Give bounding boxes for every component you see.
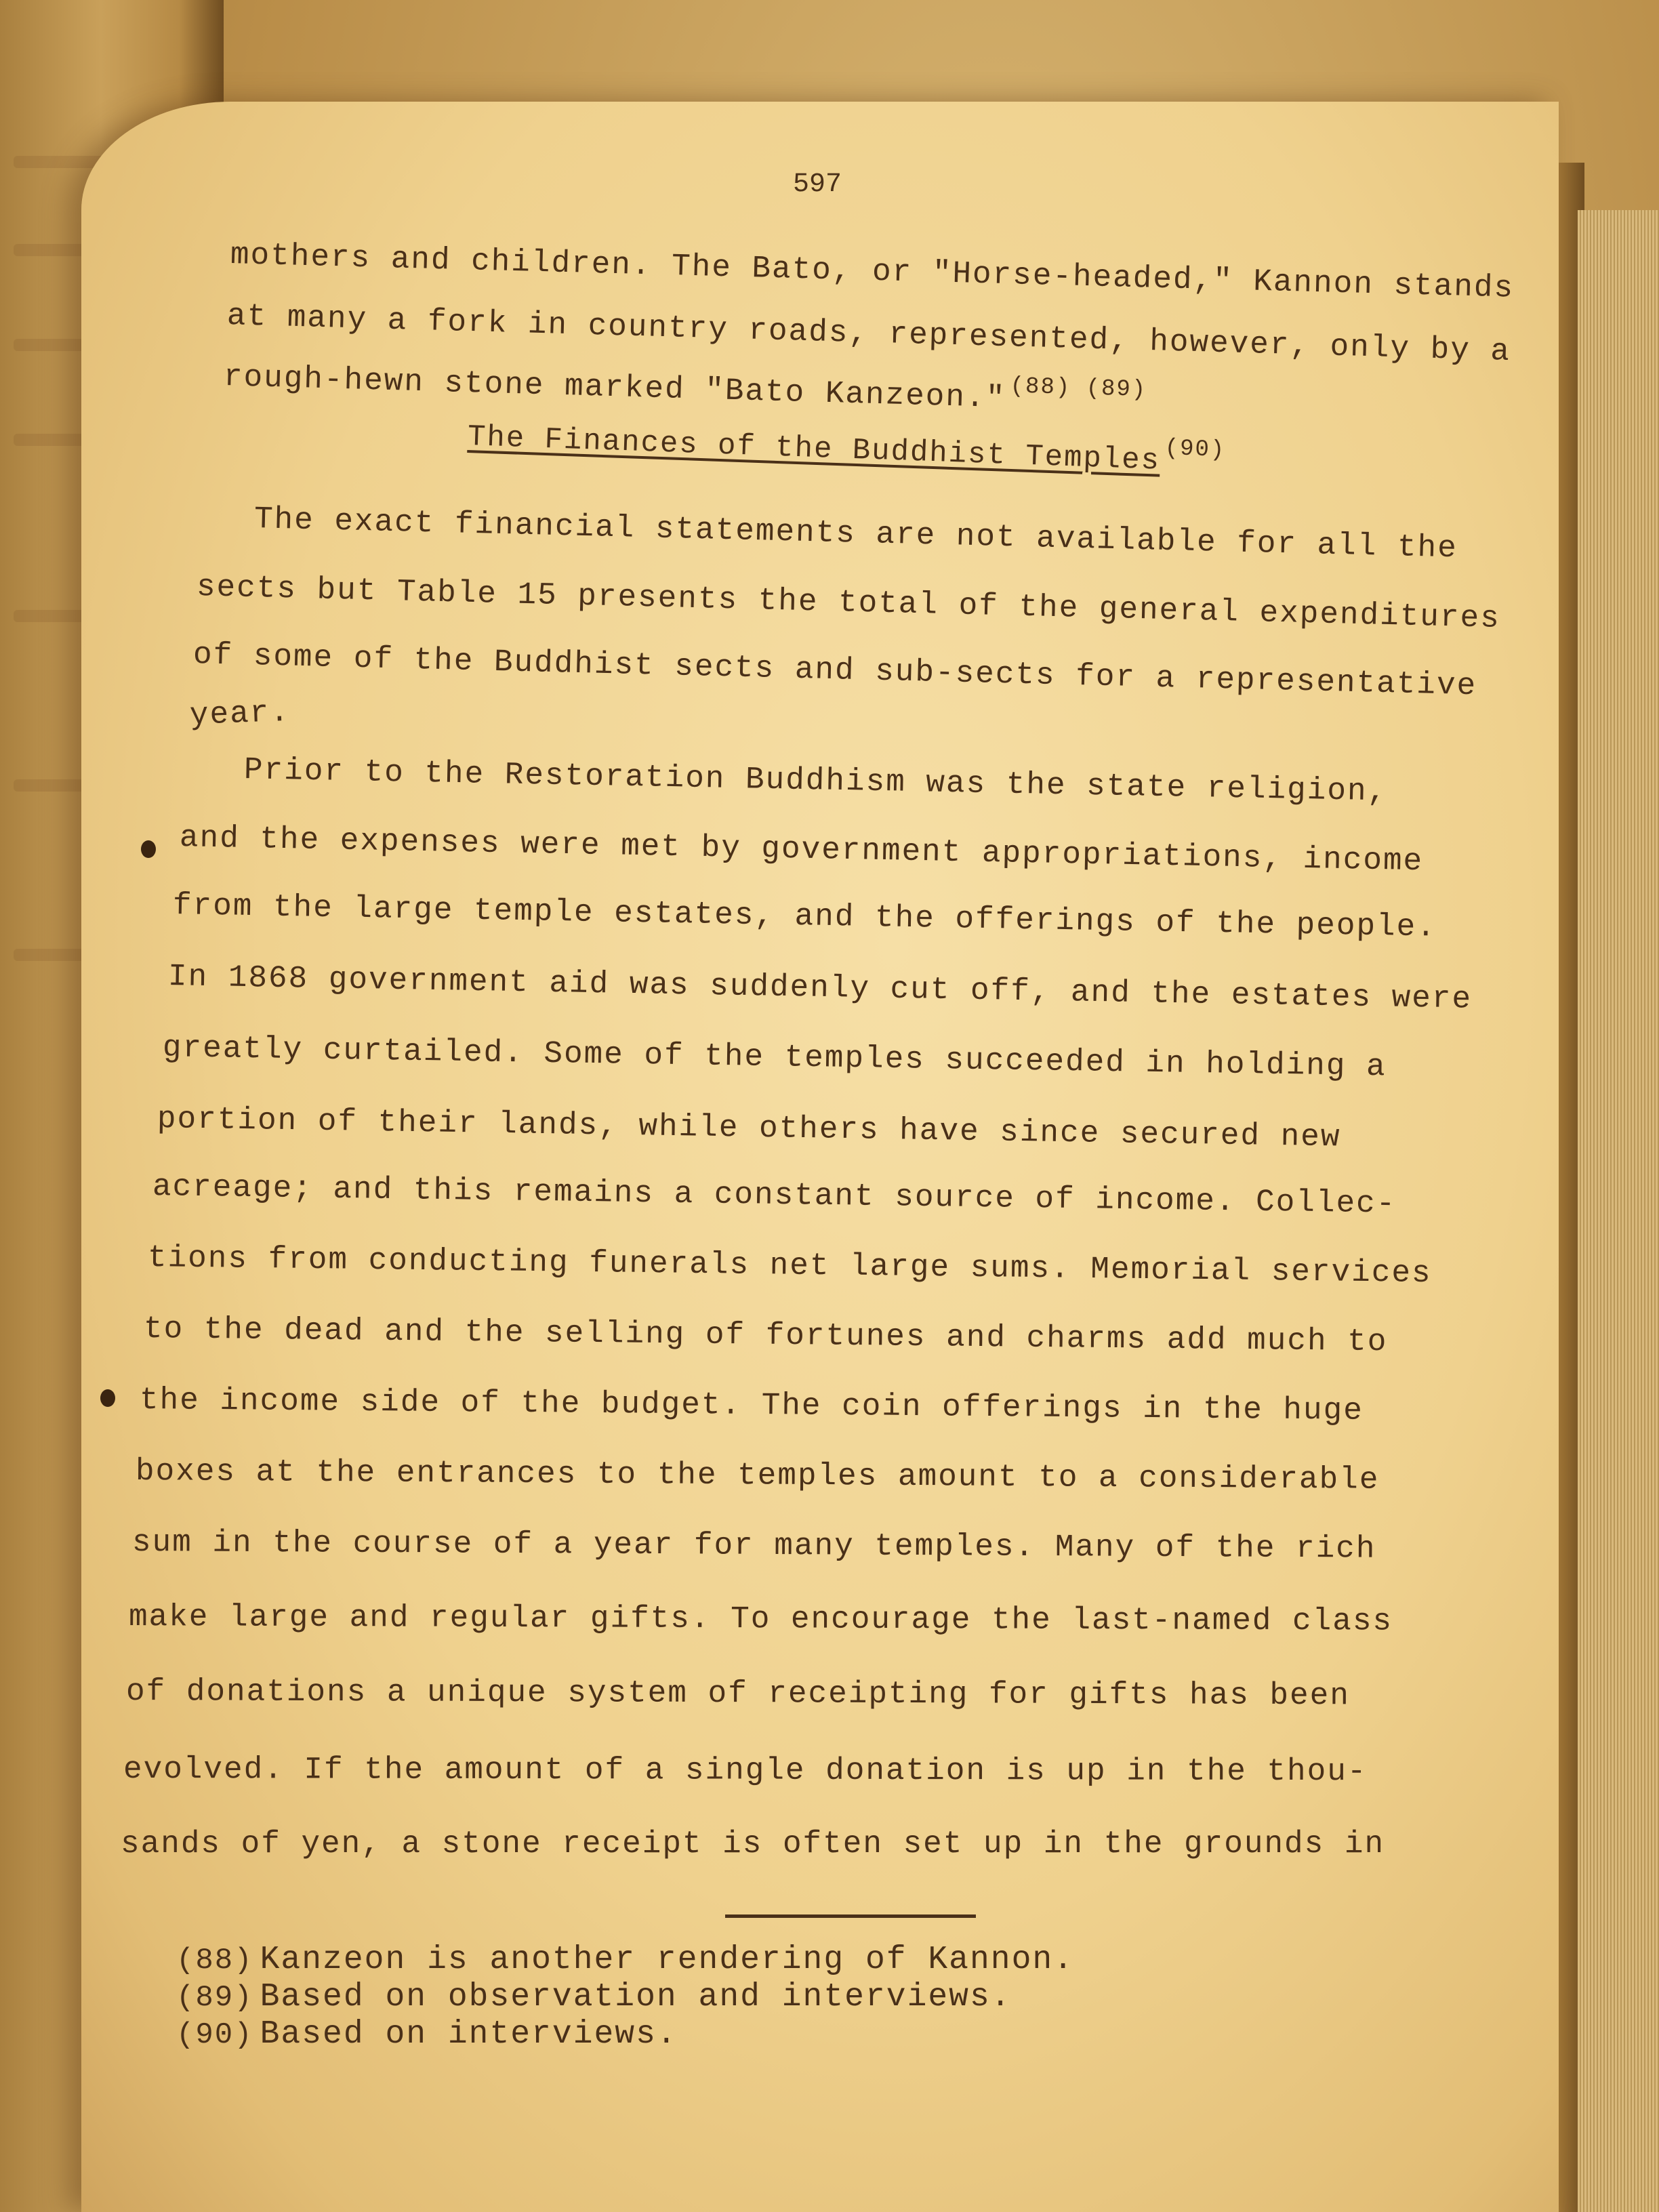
text-line: portion of their lands, while others have since secured new [157, 1101, 1341, 1155]
text-line: mothers and children. The Bato, or "Horse-headed," Kannon stands [230, 237, 1515, 306]
text-line: and the expenses were met by government appropriations, income [179, 820, 1424, 880]
footnote-text: Based on interviews. [260, 2016, 678, 2053]
text-line: to the dead and the selling of fortunes and charms add much to [143, 1311, 1388, 1360]
binding-hole [141, 840, 156, 858]
footnote-separator [725, 1914, 976, 1918]
text-line: at many a fork in country roads, represented, however, only by a [226, 298, 1511, 369]
text-line: greatly curtailed. Some of the temples succeeded in holding a [162, 1030, 1387, 1085]
text-line [223, 359, 1147, 420]
text-line-content: rough-hewn stone marked "Bato Kanzeon." [223, 359, 1006, 417]
section-heading [467, 420, 1225, 480]
text-line: from the large temple estates, and the offerings of the people. [172, 888, 1437, 945]
book-page-stack [1578, 210, 1659, 2212]
text-line: sands of yen, a stone receipt is often set up in the grounds in [121, 1826, 1385, 1862]
section-heading-title: The Finances of the Buddhist Temples [467, 420, 1161, 478]
footnote-mark: (88) [176, 1944, 253, 1978]
footnote-reference: (90) [1164, 435, 1226, 464]
page-text [81, 102, 1559, 2212]
footnote-reference: (88) (89) [1010, 373, 1147, 404]
footnote-mark: (90) [176, 2018, 253, 2052]
footnote-mark: (89) [176, 1981, 253, 2015]
text-line: the income side of the budget. The coin offerings in the huge [139, 1382, 1364, 1429]
text-line: The exact financial statements are not available for all the [253, 501, 1458, 567]
page-number: 597 [793, 169, 842, 200]
text-line: boxes at the entrances to the temples amount to a considerable [135, 1454, 1380, 1498]
text-line: sects but Table 15 presents the total of the general expenditures [196, 569, 1501, 637]
footnote-text: Based on observation and interviews. [260, 1979, 1012, 2015]
footnote-text: Kanzeon is another rendering of Kannon. [260, 1942, 1075, 1978]
text-line: acreage; and this remains a constant source of income. Collec- [152, 1169, 1397, 1222]
binding-hole [100, 1389, 115, 1407]
text-line: of donations a unique system of receipting for gifts has been [125, 1674, 1350, 1714]
text-line: tions from conducting funerals net large sums. Memorial services [147, 1240, 1432, 1292]
footnote [176, 2016, 678, 2053]
text-line: year. [189, 694, 291, 733]
text-line: Prior to the Restoration Buddhism was the state religion, [243, 752, 1388, 810]
footnote [176, 1979, 1012, 2015]
footnote [176, 1942, 1074, 1978]
text-line: In 1868 government aid was suddenly cut off, and the estates were [167, 959, 1473, 1017]
text-line: evolved. If the amount of a single donation is up in the thou- [123, 1752, 1368, 1790]
text-line: make large and regular gifts. To encourage the last-named class [128, 1599, 1393, 1639]
text-line: sum in the course of a year for many temples. Many of the rich [131, 1525, 1376, 1567]
document-page [81, 102, 1559, 2212]
text-line: of some of the Buddhist sects and sub-sects for a representative [192, 637, 1477, 704]
